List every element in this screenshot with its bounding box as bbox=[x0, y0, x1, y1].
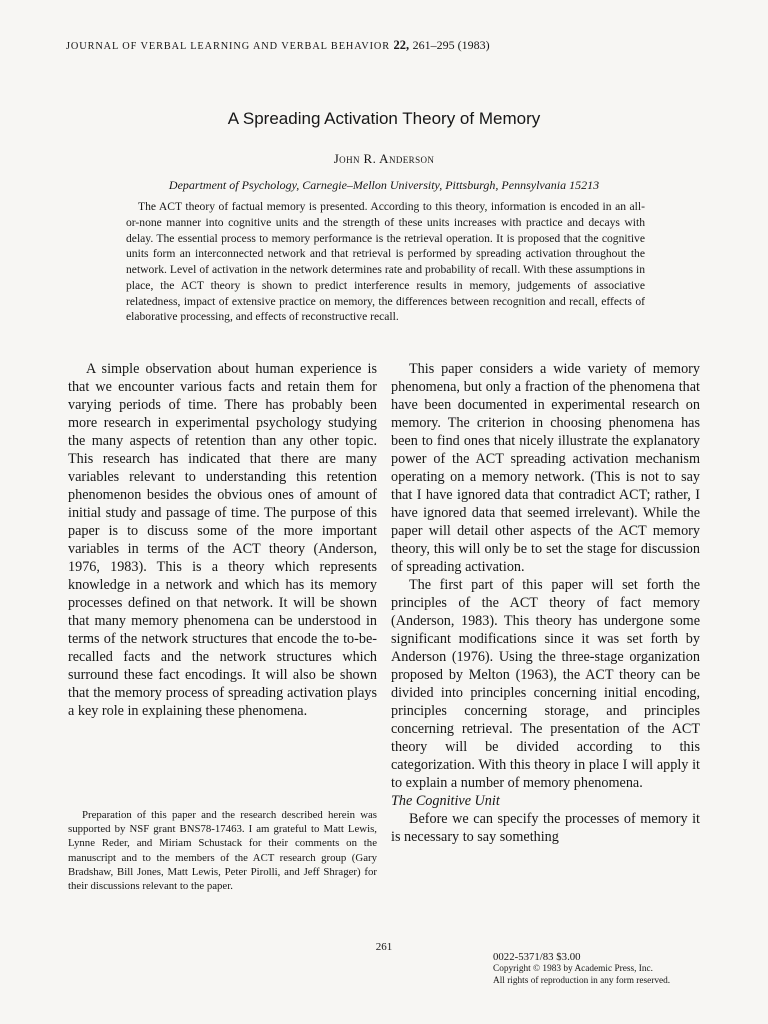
body-paragraph: A simple observation about human experience is that we encounter various facts and retain them for varying periods of time. There has probably been more research in experimental psychology studying the many aspects of retention than any other topic. This research has indicated that there are many variables relevant to understanding this retention phenomenon besides the obvious ones of amount of initial study and passage of time. The purpose of this paper is to discuss some of the more important variables in terms of the ACT theory (Anderson, 1976, 1983). This is a theory which represents knowledge in a network and which has its memory processes defined on that network. It will be shown that many memory phenomena can be understood in terms of the network structures that encode the to-be-recalled facts and the network structures which surround these fact encodings. It will also be shown that the memory process of spreading activation plays a key role in explaining these phenomena. bbox=[68, 361, 377, 719]
rights-notice: All rights of reproduction in any form reserved. bbox=[493, 975, 671, 986]
body-paragraph: Before we can specify the processes of memory it is necessary to say something bbox=[391, 811, 700, 845]
copyright-notice: Copyright © 1983 by Academic Press, Inc. bbox=[493, 964, 653, 974]
journal-header bbox=[66, 38, 666, 53]
footnote-text: Preparation of this paper and the research described herein was supported by NSF grant BNS78-17463. I am grateful to Matt Lewis, Lynne Reder, and Miriam Schustack for their comments on the manuscript and to the members of the ACT research group (Gary Bradshaw, Bill Jones, Matt Lewis, Peter Pirolli, and Jeff Shrager) for their discussions relevant to the paper. bbox=[68, 809, 377, 893]
left-column bbox=[68, 360, 377, 720]
body-paragraph: This paper considers a wide variety of memory phenomena, but only a fraction of the phenomena that have been documented in experimental research on memory. The criterion in choosing phenomena has been to find ones that nicely illustrate the explanatory power of the ACT spreading activation mechanism operating on a memory network. (This is not to say that I have ignored data that contradict ACT; rather, I have ignored data that seemed irrelevant). While the paper will detail other aspects of the ACT memory theory, this will only be to set the stage for discussion of spreading activation. bbox=[391, 361, 700, 575]
page-number: 261 bbox=[375, 941, 393, 953]
journal-volume: 22, bbox=[393, 38, 410, 52]
journal-pages: 261–295 (1983) bbox=[412, 38, 490, 52]
issn-price: 0022-5371/83 $3.00 bbox=[493, 951, 581, 963]
section-heading: The Cognitive Unit bbox=[391, 793, 500, 809]
body-paragraph: The first part of this paper will set forth the principles of the ACT theory of fact memory (Anderson, 1983). This theory has undergone some significant modifications since it was set forth by Anderson (1976). Using the three-stage organization proposed by Melton (1963), the ACT theory can be divided into principles concerning initial encoding, principles concerning storage, and principles concerning retrieval. The presentation of the ACT theory will be divided according to this categorization. With this theory in place I will apply it to explain a number of memory phenomena. bbox=[391, 577, 700, 791]
author-affiliation: Department of Psychology, Carnegie–Mellon University, Pittsburgh, Pennsylvania 15213 bbox=[168, 178, 600, 192]
article-title: A Spreading Activation Theory of Memory bbox=[227, 109, 541, 128]
acknowledgement-footnote bbox=[68, 808, 377, 893]
right-column bbox=[391, 360, 700, 846]
abstract: The ACT theory of factual memory is presented. According to this theory, information is encoded in an all-or-none manner into cognitive units and the strength of these units increases with practice and decays with delay. The essential process to memory performance is the retrieval operation. It is proposed that the cognitive units form an interconnected network and that retrieval is performed by spreading activation throughout the network. Level of activation in the network determines rate and probability of recall. With these assumptions in place, the ACT theory is shown to predict interference results in memory, judgements of associative relatedness, impact of extensive practice on memory, the differences between recognition and recall, effects of elaborative processing, and effects of reconstructive recall. bbox=[126, 200, 645, 324]
journal-name: JOURNAL OF VERBAL LEARNING AND VERBAL BEHAVIOR bbox=[66, 41, 391, 52]
author-name: John R. Anderson bbox=[333, 151, 435, 166]
copyright-block bbox=[493, 950, 733, 987]
